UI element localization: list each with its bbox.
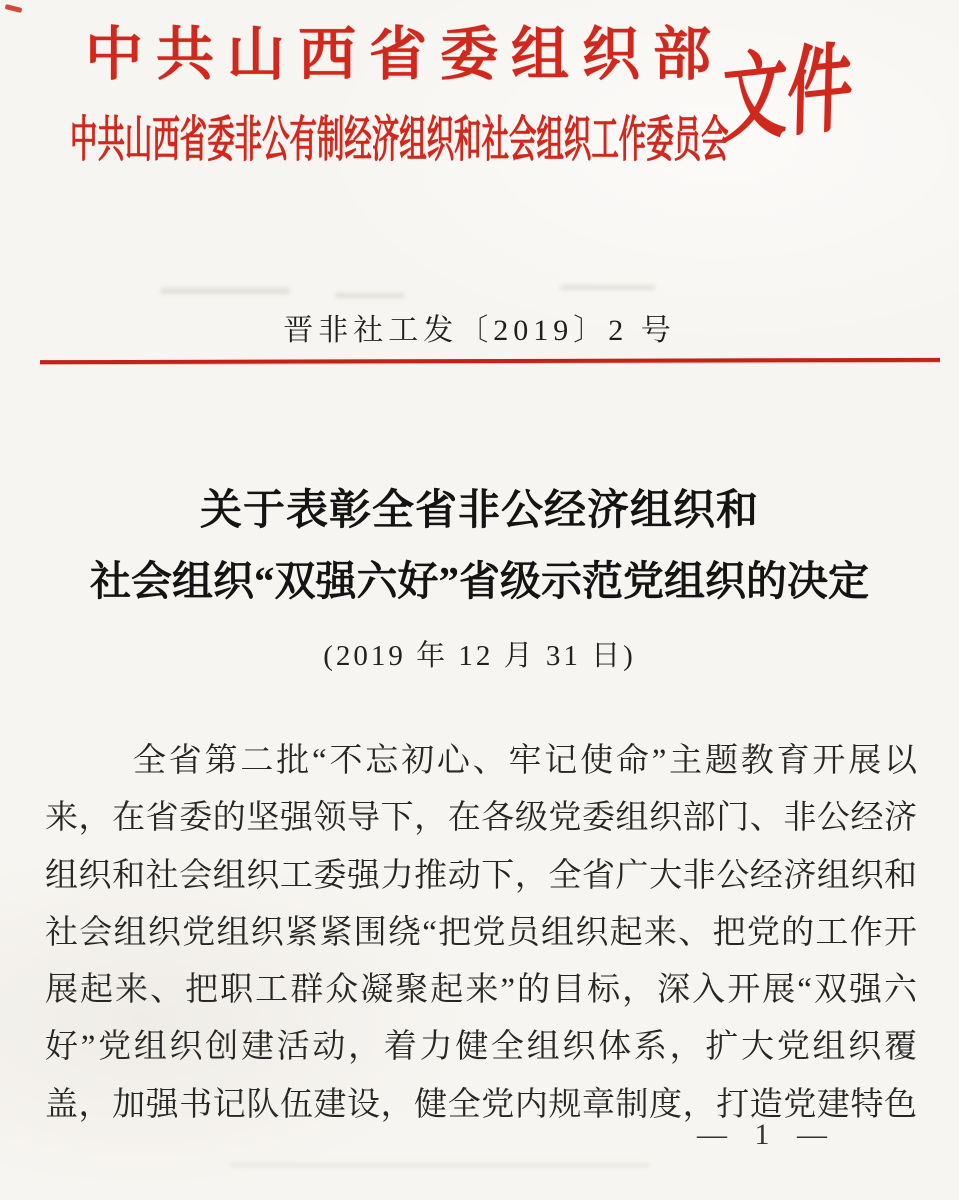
document-title-line1: 关于表彰全省非公经济组织和 xyxy=(199,488,759,534)
issuing-org-secondary: 中共山西省委非公有制经济组织和社会组织工作委员会 xyxy=(70,112,729,167)
document-title-line2: 社会组织“双强六好”省级示范党组织的决定 xyxy=(90,558,869,604)
body-line: 来，在省委的坚强领导下，在各级党委组织部门、非公经济 xyxy=(45,800,917,837)
document-number: 晋非社工发〔2019〕2 号 xyxy=(283,314,676,347)
issuing-org-primary: 中共山西省委组织部 xyxy=(85,22,725,87)
document-date: (2019 年 12 月 31 日) xyxy=(323,640,636,672)
scan-artifact xyxy=(560,285,655,290)
body-line: 社会组织党组织紧紧围绕“把党员组织起来、把党的工作开 xyxy=(45,914,917,951)
scan-artifact xyxy=(230,1163,650,1167)
body-line: 全省第二批“不忘初心、牢记使命”主题教育开展以 xyxy=(133,743,917,779)
body-line: 展起来、把职工群众凝聚起来”的目标，深入开展“双强六 xyxy=(45,972,917,1009)
document-type-label: 文件 xyxy=(720,34,854,155)
red-separator-line xyxy=(40,358,940,364)
scan-artifact xyxy=(160,288,290,294)
body-line: 组织和社会组织工委强力推动下，全省广大非公经济组织和 xyxy=(45,857,917,894)
body-line: 好”党组织创建活动，着力健全组织体系，扩大党组织覆 xyxy=(45,1029,917,1066)
document-body xyxy=(45,733,917,1134)
scan-corner-mark xyxy=(5,4,23,13)
scan-artifact xyxy=(335,293,405,298)
body-line: 盖，加强书记队伍建设，健全党内规章制度，打造党建特色 xyxy=(45,1086,917,1123)
page-number: — 1 — xyxy=(697,1118,837,1151)
